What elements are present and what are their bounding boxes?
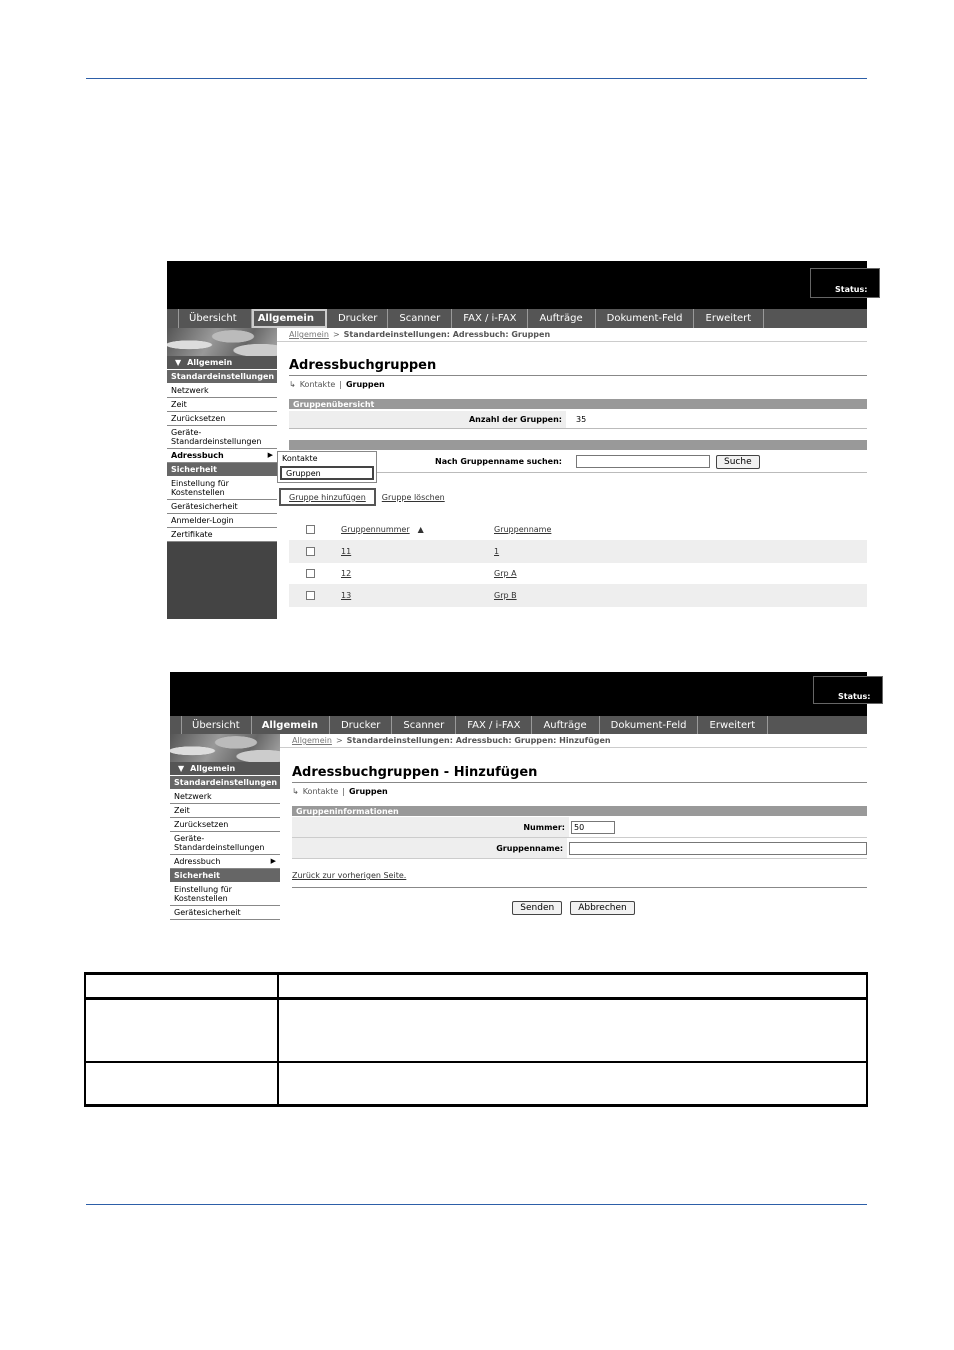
- row-checkbox[interactable]: [306, 591, 315, 600]
- sidebar-item-zuruecksetzen[interactable]: Zurücksetzen: [167, 412, 277, 426]
- screenshot-add-group: [170, 672, 871, 919]
- sidebar-item-kostenstellen[interactable]: Einstellung für Kostenstellen: [167, 477, 277, 500]
- delete-group-link[interactable]: Gruppe löschen: [381, 492, 445, 502]
- sidebar-item-geraetesicherheit[interactable]: Gerätesicherheit: [167, 500, 277, 514]
- table-row: [85, 1062, 867, 1106]
- table-cell: [278, 999, 867, 1062]
- sidebar-item-adressbuch[interactable]: Adressbuch ▶: [170, 855, 280, 869]
- count-label: Anzahl der Gruppen:: [289, 411, 566, 428]
- tab-auftraege[interactable]: Aufträge: [528, 309, 595, 328]
- sidebar-item-geraete-standard[interactable]: Geräte-Standardeinstellungen: [170, 832, 280, 855]
- bottom-rule: [86, 1204, 867, 1205]
- sort-ascending-icon: ▲: [417, 525, 424, 534]
- section-band-overview: Gruppenübersicht: [289, 399, 867, 409]
- subnav-contacts[interactable]: Kontakte: [299, 380, 336, 389]
- breadcrumb-path: Standardeinstellungen: Adressbuch: Gruppen: Hinzufügen: [346, 736, 611, 745]
- search-input[interactable]: [576, 455, 710, 468]
- flyout-item-kontakte[interactable]: Kontakte: [282, 454, 318, 463]
- page-title: Adressbuchgruppen - Hinzufügen: [292, 765, 538, 780]
- description-table: [84, 972, 868, 1107]
- tab-erweitert[interactable]: Erweitert: [694, 309, 765, 328]
- sidebar-item-kostenstellen[interactable]: Einstellung für Kostenstellen: [170, 883, 280, 906]
- sidebar-header[interactable]: ▼ Allgemein: [170, 762, 280, 776]
- sidebar-item-netzwerk[interactable]: Netzwerk: [170, 790, 280, 804]
- triangle-down-icon: ▼: [178, 764, 185, 773]
- subnav-contacts[interactable]: Kontakte: [302, 787, 339, 796]
- add-group-link[interactable]: Gruppe hinzufügen: [289, 492, 366, 502]
- arrow-right-icon: ▶: [267, 451, 273, 459]
- back-link[interactable]: Zurück zur vorherigen Seite.: [292, 871, 407, 880]
- select-all-checkbox[interactable]: [306, 525, 315, 534]
- tab-uebersicht[interactable]: Übersicht: [179, 309, 252, 328]
- tab-drucker[interactable]: Drucker: [330, 716, 392, 734]
- decorative-leaf-image: [170, 734, 280, 762]
- top-rule: [86, 78, 867, 79]
- tab-scanner[interactable]: Scanner: [388, 309, 452, 328]
- table-row: [289, 585, 867, 607]
- sidebar-item-geraete-standard[interactable]: Geräte-Standardeinstellungen: [167, 426, 277, 449]
- table-header-row: [289, 519, 867, 541]
- group-name-link[interactable]: Grp A: [494, 569, 517, 578]
- count-value: 35: [576, 415, 587, 424]
- sub-navigation: ↳ Kontakte | Gruppen: [292, 787, 388, 796]
- breadcrumb-path: Standardeinstellungen: Adressbuch: Gruppen: [343, 330, 551, 339]
- group-name-label: Gruppenname:: [292, 838, 567, 858]
- add-group-highlight: [279, 488, 376, 506]
- sidebar: [167, 328, 277, 619]
- subnav-groups: Gruppen: [345, 380, 385, 389]
- status-label: Status:: [835, 285, 868, 294]
- sidebar-section-standard[interactable]: Standardeinstellungen: [170, 776, 280, 790]
- sidebar-item-zuruecksetzen[interactable]: Zurücksetzen: [170, 818, 280, 832]
- main-content: [280, 734, 867, 919]
- sidebar-section-sicherheit[interactable]: Sicherheit: [167, 463, 277, 477]
- table-cell: [85, 999, 278, 1062]
- group-number-link[interactable]: 11: [341, 547, 352, 556]
- table-header-row: [85, 974, 867, 999]
- table-cell: [278, 1062, 867, 1106]
- arrow-right-icon: ▶: [270, 857, 276, 865]
- section-band-groupinfo: Gruppeninformationen: [292, 806, 867, 816]
- table-row: [289, 541, 867, 563]
- triangle-down-icon: ▼: [175, 358, 182, 367]
- status-box: [810, 268, 880, 298]
- submit-button[interactable]: Senden: [512, 901, 562, 915]
- main-nav: [167, 309, 867, 328]
- return-arrow-icon: ↳: [292, 787, 299, 796]
- tab-auftraege[interactable]: Aufträge: [532, 716, 599, 734]
- addressbook-flyout-menu: [277, 451, 377, 483]
- sub-navigation: ↳ Kontakte | Gruppen: [289, 380, 385, 389]
- number-row: [292, 817, 867, 838]
- table-cell: [85, 1062, 278, 1106]
- number-input[interactable]: 50: [571, 821, 615, 834]
- decorative-leaf-image: [167, 328, 277, 356]
- subnav-groups: Gruppen: [348, 787, 388, 796]
- header-bar: [170, 672, 871, 716]
- cancel-button[interactable]: Abbrechen: [570, 901, 635, 915]
- sidebar-section-standard[interactable]: Standardeinstellungen: [167, 370, 277, 384]
- table-row: [289, 563, 867, 585]
- tab-allgemein[interactable]: Allgemein: [252, 716, 330, 734]
- status-box: [813, 676, 883, 704]
- header-bar: [167, 261, 867, 309]
- group-name-link[interactable]: 1: [494, 547, 500, 556]
- tab-dokument-feld[interactable]: Dokument-Feld: [600, 716, 698, 734]
- column-header-number[interactable]: Gruppennummer ▲: [341, 525, 424, 534]
- sidebar-header[interactable]: ▼ Allgemein: [167, 356, 277, 370]
- tab-allgemein[interactable]: Allgemein: [252, 309, 327, 328]
- number-label: Nummer:: [292, 817, 569, 837]
- sidebar-item-adressbuch[interactable]: Adressbuch ▶: [167, 449, 277, 463]
- group-name-input[interactable]: [569, 842, 867, 855]
- row-checkbox[interactable]: [306, 569, 315, 578]
- main-nav: [170, 716, 867, 734]
- sidebar-item-netzwerk[interactable]: Netzwerk: [167, 384, 277, 398]
- search-label: Nach Gruppenname suchen:: [289, 451, 566, 472]
- tab-fax[interactable]: FAX / i-FAX: [452, 309, 528, 328]
- tab-dokument-feld[interactable]: Dokument-Feld: [596, 309, 694, 328]
- group-number-link[interactable]: 12: [341, 569, 352, 578]
- tab-scanner[interactable]: Scanner: [392, 716, 456, 734]
- sidebar-item-zeit[interactable]: Zeit: [170, 804, 280, 818]
- sidebar-item-zertifikate[interactable]: Zertifikate: [167, 528, 277, 542]
- group-number-link[interactable]: 13: [341, 591, 352, 600]
- sidebar-item-geraetesicherheit[interactable]: Gerätesicherheit: [170, 906, 280, 920]
- sidebar-section-sicherheit[interactable]: Sicherheit: [170, 869, 280, 883]
- sidebar-item-zeit[interactable]: Zeit: [167, 398, 277, 412]
- tab-fax[interactable]: FAX / i-FAX: [456, 716, 532, 734]
- row-checkbox[interactable]: [306, 547, 315, 556]
- name-row: [292, 838, 867, 859]
- breadcrumb: Allgemein > Standardeinstellungen: Adressbuch: Gruppen: [277, 328, 867, 342]
- section-band-search: [289, 440, 867, 450]
- count-row: [289, 411, 867, 429]
- column-header-name[interactable]: Gruppenname: [494, 525, 552, 534]
- search-button[interactable]: Suche: [716, 455, 760, 469]
- page-title: Adressbuchgruppen: [289, 358, 437, 373]
- flyout-item-gruppen[interactable]: Gruppen: [280, 466, 374, 480]
- breadcrumb: Allgemein > Standardeinstellungen: Adressbuch: Gruppen: Hinzufügen: [280, 734, 867, 748]
- sidebar-item-anmelder-login[interactable]: Anmelder-Login: [167, 514, 277, 528]
- table-row: [85, 999, 867, 1062]
- return-arrow-icon: ↳: [289, 380, 296, 389]
- status-label: Status:: [838, 692, 871, 701]
- tab-erweitert[interactable]: Erweitert: [698, 716, 769, 734]
- table-header-cell: [85, 974, 278, 999]
- table-header-cell: [278, 974, 867, 999]
- breadcrumb-link[interactable]: Allgemein: [292, 736, 332, 745]
- sidebar: [170, 734, 280, 919]
- tab-drucker[interactable]: Drucker: [327, 309, 388, 328]
- tab-uebersicht[interactable]: Übersicht: [182, 716, 252, 734]
- screenshot-groups-overview: [167, 261, 867, 619]
- breadcrumb-link[interactable]: Allgemein: [289, 330, 329, 339]
- group-name-link[interactable]: Grp B: [494, 591, 517, 600]
